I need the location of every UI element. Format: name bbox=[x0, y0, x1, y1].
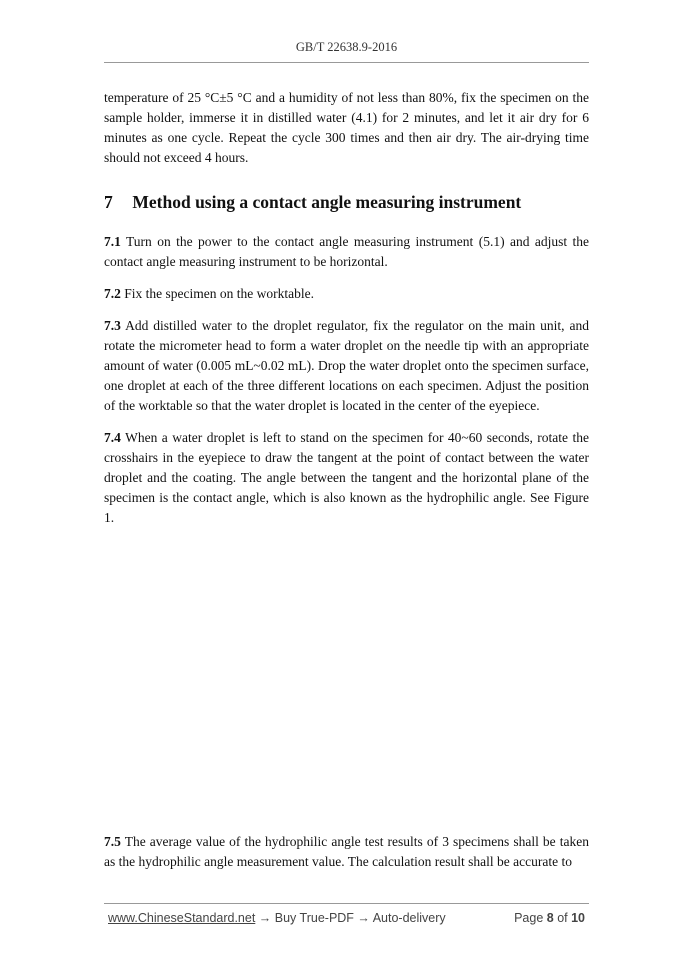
footer-divider bbox=[104, 903, 589, 904]
clause-text: Turn on the power to the contact angle measuring instrument (5.1) and adjust the contact angle measuring instrument to be horizontal. bbox=[104, 234, 589, 269]
footer-promo bbox=[108, 911, 446, 925]
page-content bbox=[104, 88, 589, 884]
site-link[interactable]: www.ChineseStandard.net bbox=[108, 911, 256, 925]
clause-number: 7.2 bbox=[104, 286, 121, 301]
clause-number: 7.4 bbox=[104, 430, 121, 445]
figure-blank-area bbox=[104, 540, 589, 832]
clause-number: 7.5 bbox=[104, 834, 121, 849]
page-current: 8 bbox=[546, 911, 554, 925]
clause-text: Fix the specimen on the worktable. bbox=[120, 286, 314, 301]
section-title: Method using a contact angle measuring instrument bbox=[132, 192, 522, 212]
page-header: GB/T 22638.9-2016 bbox=[295, 40, 398, 54]
header-divider bbox=[104, 62, 589, 63]
page-total: 10 bbox=[571, 911, 585, 925]
section-heading bbox=[104, 190, 589, 214]
clause-text: Add distilled water to the droplet regulator, fix the regulator on the main unit, and rotate the micrometer head to form a water droplet on the needle tip with an appropriate amount of water (0.005 mL~0.02 mL). Drop the water droplet onto the specimen surface, one droplet at each of the three different locations on each specimen. Adjust the position of the worktable so that the water droplet is located in the center of the eyepiece. bbox=[104, 318, 589, 413]
clause-7-2 bbox=[104, 284, 589, 304]
clause-7-4 bbox=[104, 428, 589, 528]
clause-text: When a water droplet is left to stand on the specimen for 40~60 seconds, rotate the crosshairs in the eyepiece to draw the tangent at the point of contact between the water droplet and the coating. The angle between the tangent and the horizontal plane of the specimen is the contact angle, which is also known as the hydrophilic angle. See Figure 1. bbox=[104, 430, 589, 525]
intro-paragraph: temperature of 25 °C±5 °C and a humidity of not less than 80%, fix the specimen on the sample holder, immerse it in distilled water (4.1) for 2 minutes, and let it air dry for 6 minutes as one cycle. Repeat the cycle 300 times and then air dry. The air-drying time should not exceed 4 hours. bbox=[104, 90, 589, 165]
page-footer bbox=[108, 911, 585, 925]
clause-text: The average value of the hydrophilic angle test results of 3 specimens shall be taken as the hydrophilic angle measurement value. The calculation result shall be accurate to bbox=[104, 834, 589, 869]
clause-number: 7.1 bbox=[104, 234, 121, 249]
footer-promo-text: → Buy True-PDF → Auto-delivery bbox=[255, 911, 446, 925]
clause-7-1 bbox=[104, 232, 589, 272]
section-number: 7 bbox=[104, 192, 113, 212]
clause-number: 7.3 bbox=[104, 318, 121, 333]
clause-7-5 bbox=[104, 832, 589, 872]
page-indicator: Page 8 of 10 bbox=[514, 911, 585, 925]
clause-7-3 bbox=[104, 316, 589, 416]
